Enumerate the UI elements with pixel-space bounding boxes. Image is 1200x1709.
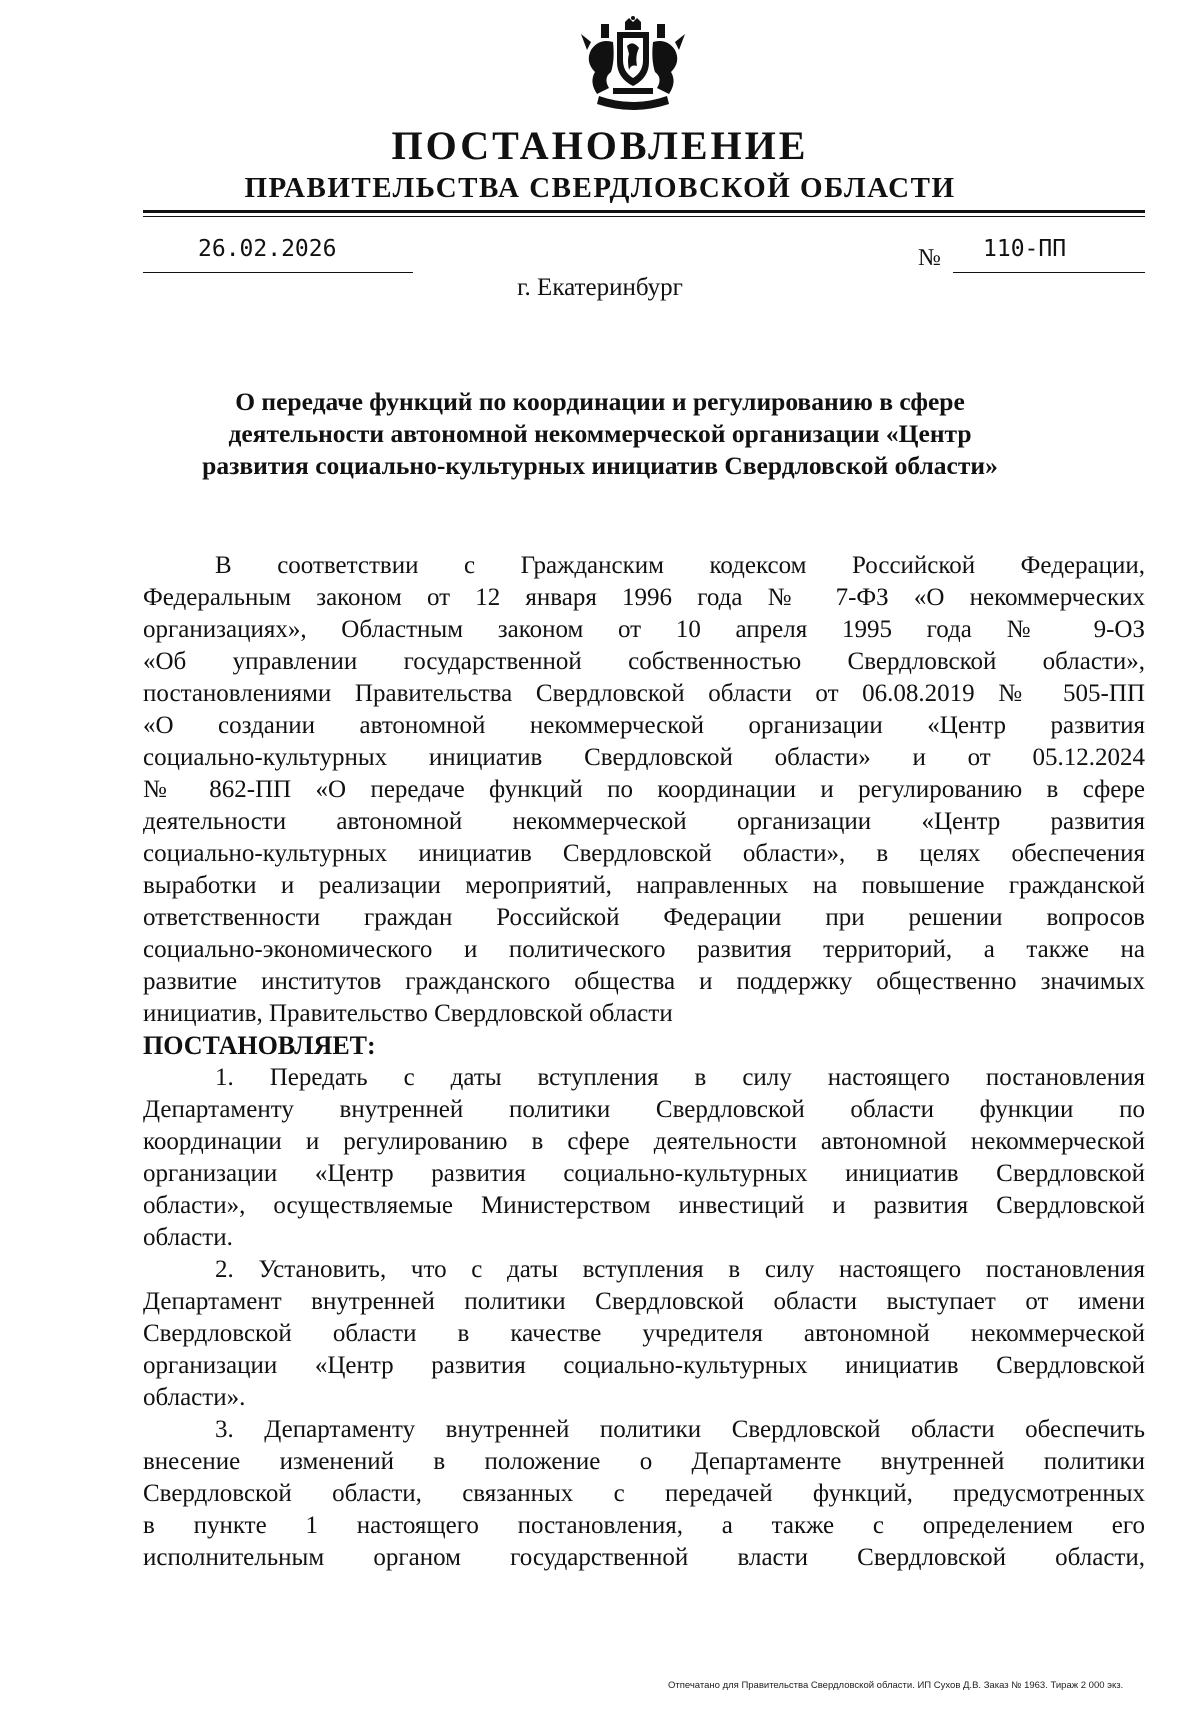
resolution-keyword: ПОСТАНОВЛЯЕТ:	[143, 1031, 376, 1060]
header-divider-thick	[143, 210, 1145, 213]
clause-1-line: Департаменту внутренней политики Свердловской области функции по	[143, 1096, 1145, 1123]
body-line: деятельности автономной некоммерческой организации «Центр развития	[143, 808, 1145, 835]
clause-1-line: организации «Центр развития социально-культурных инициатив Свердловской	[143, 1160, 1145, 1187]
city: г. Екатеринбург	[517, 274, 683, 301]
clause-3-line: в пункте 1 настоящего постановления, а также с определением его	[143, 1512, 1145, 1539]
header-divider-thin	[143, 216, 1145, 217]
clause-1-line: координации и регулированию в сфере деятельности автономной некоммерческой	[143, 1128, 1145, 1155]
heading-line: развития социально-культурных инициатив Свердловской области»	[202, 451, 998, 480]
clause-3-line: Свердловской области, связанных с передачей функций, предусмотренных	[143, 1480, 1145, 1507]
heading-line: О передаче функций по координации и регулированию в сфере	[235, 387, 965, 416]
document-date: 26.02.2026	[143, 236, 413, 273]
document-type-title: ПОСТАНОВЛЕНИЕ	[391, 123, 809, 168]
clause-2-line: области».	[143, 1384, 246, 1411]
body-line: организациях», Областным законом от 10 апреля 1995 года № 9-ОЗ	[143, 616, 1145, 643]
clause-2-line: организации «Центр развития социально-культурных инициатив Свердловской	[143, 1352, 1145, 1379]
clause-3-line: 3. Департаменту внутренней политики Свердловской области обеспечить	[215, 1416, 1145, 1443]
body-line: постановлениями Правительства Свердловской области от 06.08.2019 № 505-ПП	[143, 680, 1145, 707]
clause-2-line: Департамент внутренней политики Свердловской области выступает от имени	[143, 1288, 1145, 1315]
body-line: социально-культурных инициатив Свердловской области» и от 05.12.2024	[143, 744, 1145, 771]
body-line: ответственности граждан Российской Федерации при решении вопросов	[143, 904, 1145, 931]
issuing-authority: ПРАВИТЕЛЬСТВА СВЕРДЛОВСКОЙ ОБЛАСТИ	[244, 172, 956, 204]
body-line: инициатив, Правительство Свердловской области	[143, 1000, 673, 1027]
clause-3-line: внесение изменений в положение о Департаменте внутренней политики	[143, 1448, 1145, 1475]
body-line: выработки и реализации мероприятий, направленных на повышение гражданской	[143, 872, 1145, 899]
clause-2-line: 2. Установить, что с даты вступления в силу настоящего постановления	[215, 1256, 1145, 1283]
clause-2-line: Свердловской области в качестве учредителя автономной некоммерческой	[143, 1320, 1145, 1347]
coat-of-arms-icon	[573, 16, 693, 116]
print-imprint: Отпечатано для Правительства Свердловской области. ИП Сухов Д.В. Заказ № 1963. Тираж 2 000 экз.	[668, 1680, 1124, 1691]
body-line: социально-экономического и политического развития территорий, а также на	[143, 936, 1145, 963]
body-line: Федеральным законом от 12 января 1996 года № 7-ФЗ «О некоммерческих	[143, 584, 1145, 611]
body-line: «О создании автономной некоммерческой организации «Центр развития	[143, 712, 1145, 739]
clause-1-line: 1. Передать с даты вступления в силу настоящего постановления	[215, 1064, 1145, 1091]
heading-line: деятельности автономной некоммерческой организации «Центр	[228, 419, 972, 448]
body-line: «Об управлении государственной собственностью Свердловской области»,	[143, 648, 1145, 675]
coat-of-arms-emblem	[573, 16, 693, 116]
clause-1-line: области.	[143, 1224, 233, 1251]
document-body	[143, 550, 1145, 1574]
clause-1-line: области», осуществляемые Министерством инвестиций и развития Свердловской	[143, 1192, 1145, 1219]
body-line: № 862-ПП «О передаче функций по координации и регулированию в сфере	[143, 776, 1145, 803]
body-line: В соответствии с Гражданским кодексом Российской Федерации,	[215, 552, 1145, 579]
clause-3-line: исполнительным органом государственной власти Свердловской области,	[143, 1544, 1145, 1571]
document-heading	[180, 386, 1020, 482]
body-line: развитие институтов гражданского общества и поддержку общественно значимых	[143, 968, 1145, 995]
body-line: социально-культурных инициатив Свердловской области», в целях обеспечения	[143, 840, 1145, 867]
document-number: 110-ПП	[953, 236, 1145, 273]
number-label: №	[918, 245, 941, 271]
